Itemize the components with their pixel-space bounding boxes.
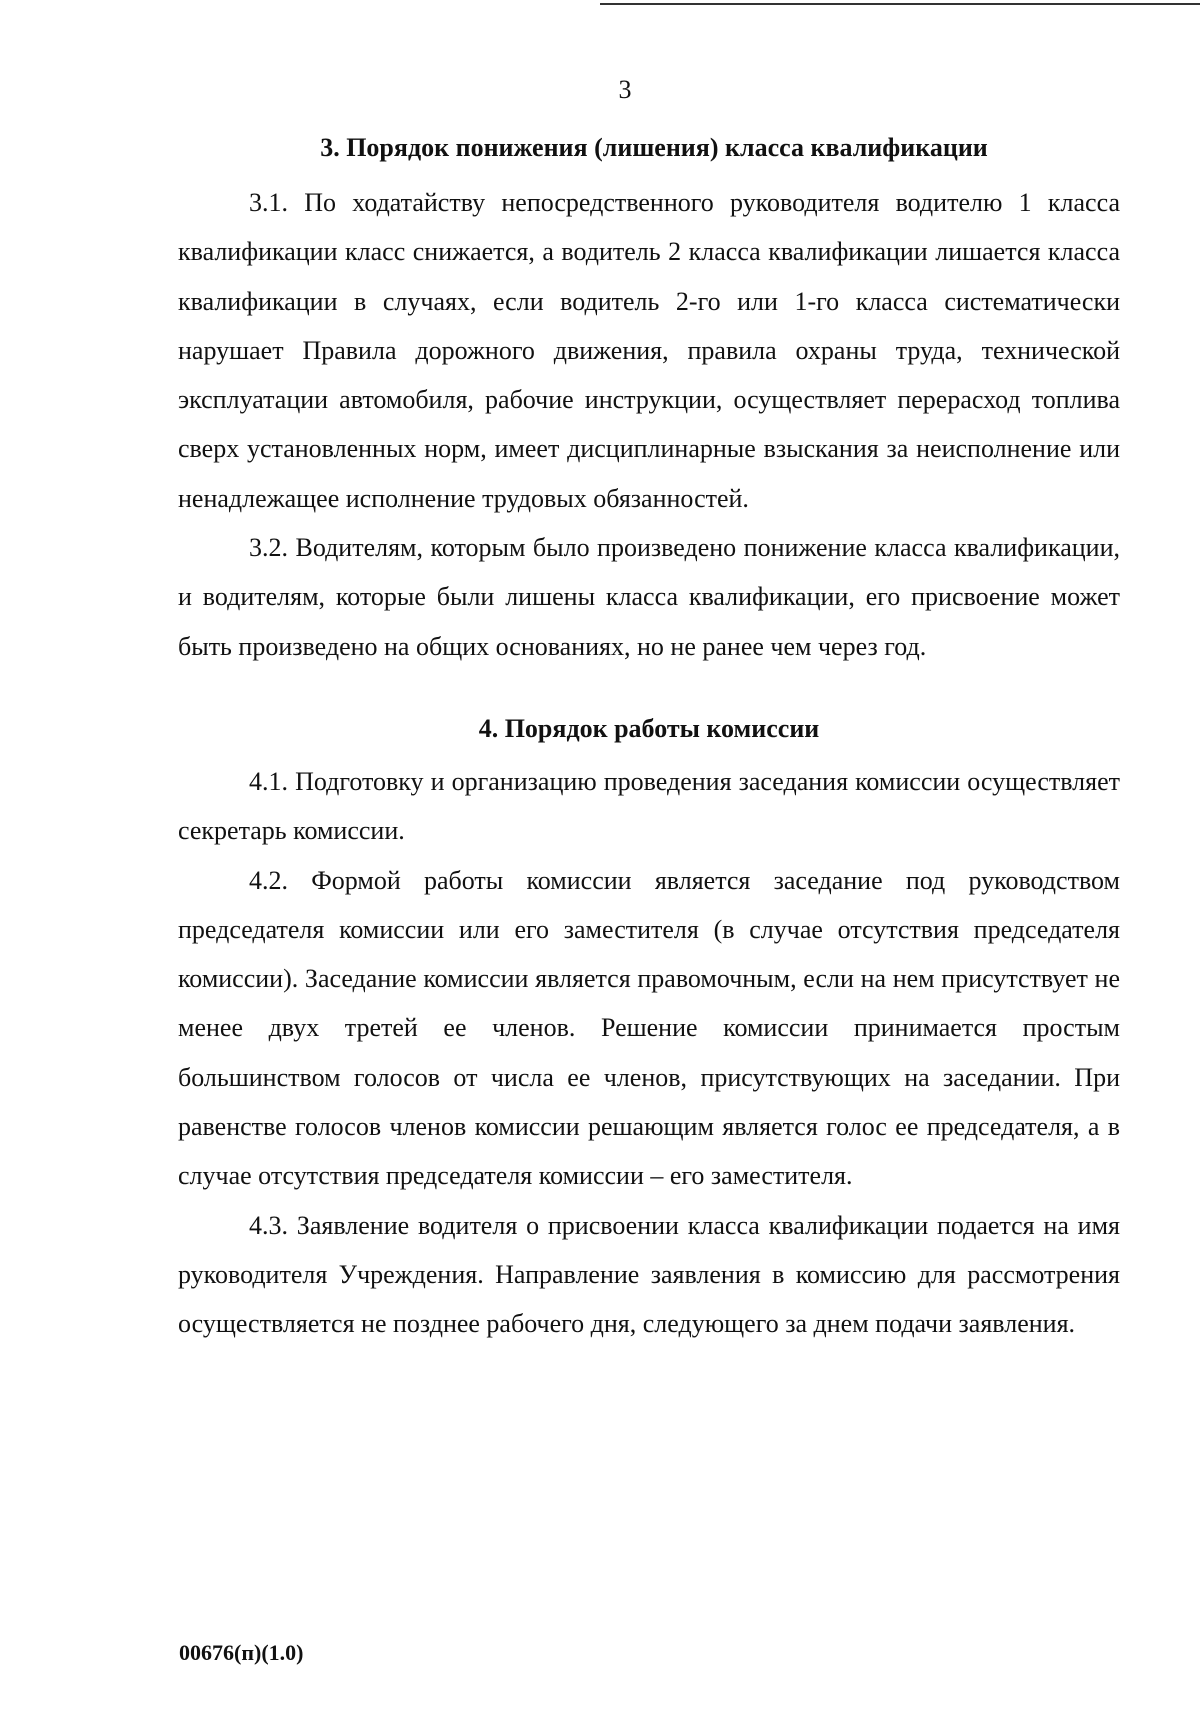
page-number: 3 (618, 75, 632, 104)
paragraph-4-3: 4.3. Заявление водителя о присвоении класса квалификации подается на имя руководителя Учреждения. Направление заявления в комиссию для рассмотрения осуществляется не позднее рабочего дня, следующего за днем подачи заявления. (178, 1210, 1120, 1339)
top-edge-rule (600, 3, 1200, 5)
document-code: 00676(п)(1.0) (179, 1640, 304, 1665)
paragraph-3-1: 3.1. По ходатайству непосредственного руководителя водителю 1 класса квалификации класс снижается, а водитель 2 класса квалификации лишается класса квалификации в случаях, если водитель 2-го или 1-го класса систематически нарушает Правила дорожного движения, правила охраны труда, технической эксплуатации автомобиля, рабочие инструкции, осуществляет перерасход топлива сверх установленных норм, имеет дисциплинарные взыскания за неисполнение или ненадлежащее исполнение трудовых обязанностей. (178, 188, 1120, 513)
section-4-heading: 4. Порядок работы комиссии (478, 713, 820, 743)
document-body (178, 132, 1120, 1349)
section-3-heading: 3. Порядок понижения (лишения) класса квалификации (320, 133, 988, 162)
paragraph-3-2: 3.2. Водителям, которым было произведено понижение класса квалификации, и водителям, которые были лишены класса квалификации, его присвоение может быть произведено на общих основаниях, но не ранее чем через год. (178, 533, 1120, 661)
paragraph-4-1: 4.1. Подготовку и организацию проведения заседания комиссии осуществляет секретарь комиссии. (178, 766, 1120, 846)
paragraph-4-2: 4.2. Формой работы комиссии является заседание под руководством председателя комиссии или его заместителя (в случае отсутствия председателя комиссии). Заседание комиссии является правомочным, если на нем присутствует не менее двух третей ее членов. Решение комиссии принимается простым большинством голосов от числа ее членов, присутствующих на заседании. При равенстве голосов членов комиссии решающим является голос ее председателя, а в случае отсутствия председателя комиссии – его заместителя. (178, 865, 1120, 1191)
